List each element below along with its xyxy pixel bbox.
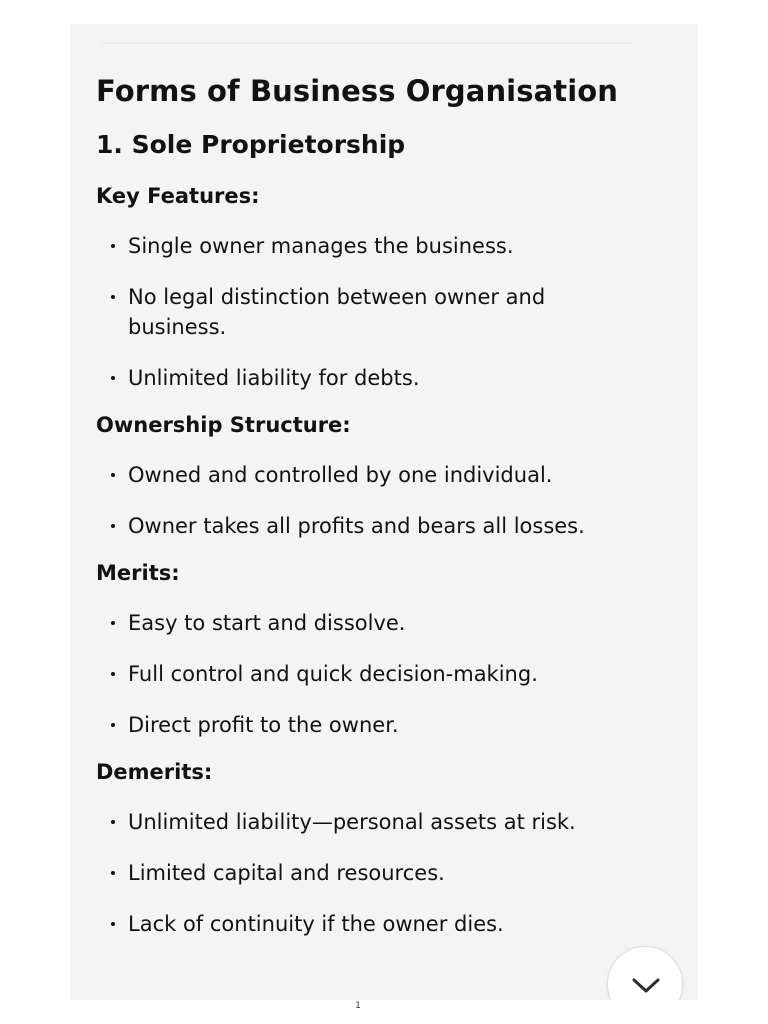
list-item [96,282,656,342]
list-item [96,363,656,393]
key-features-list [96,231,656,393]
demerits-list [96,807,656,939]
list-item [96,710,656,740]
list-item-text: Unlimited liability for debts. [128,366,420,390]
scroll-down-button[interactable] [607,946,683,1000]
list-item-text: Limited capital and resources. [128,861,445,885]
bullet-icon [111,621,115,625]
page-top-divider [102,42,632,44]
list-item [96,511,656,541]
bullet-icon [111,244,115,248]
list-item [96,807,656,837]
section-title: 1. Sole Proprietorship [96,130,406,159]
bullet-icon [111,820,115,824]
list-item-text: Single owner manages the business. [128,234,514,258]
list-item [96,659,656,689]
list-item [96,858,656,888]
bullet-icon [111,524,115,528]
subsection-heading-key-features: Key Features: [96,184,260,208]
bullet-icon [111,295,115,299]
list-item [96,909,656,939]
bullet-icon [111,871,115,875]
chevron-down-icon [630,971,662,999]
merits-list [96,608,656,740]
list-item-text: No legal distinction between owner and business. [128,285,546,339]
subsection-heading-demerits: Demerits: [96,760,213,784]
bullet-icon [111,473,115,477]
bullet-icon [111,376,115,380]
document-content [96,71,656,939]
page-number: 1 [355,1001,361,1011]
bullet-icon [111,723,115,727]
bullet-icon [111,922,115,926]
bullet-icon [111,672,115,676]
list-item-text: Easy to start and dissolve. [128,611,406,635]
list-item-text: Full control and quick decision-making. [128,662,538,686]
subsection-heading-merits: Merits: [96,561,180,585]
list-item-text: Owner takes all profits and bears all losses. [128,514,585,538]
list-item-text: Direct profit to the owner. [128,713,399,737]
list-item-text: Lack of continuity if the owner dies. [128,912,504,936]
document-page [70,24,698,1000]
list-item [96,608,656,638]
subsection-heading-ownership-structure: Ownership Structure: [96,413,351,437]
document-title: Forms of Business Organisation [96,74,619,108]
ownership-structure-list [96,460,656,541]
list-item [96,231,656,261]
list-item [96,460,656,490]
list-item-text: Owned and controlled by one individual. [128,463,553,487]
list-item-text: Unlimited liability—personal assets at risk. [128,810,576,834]
